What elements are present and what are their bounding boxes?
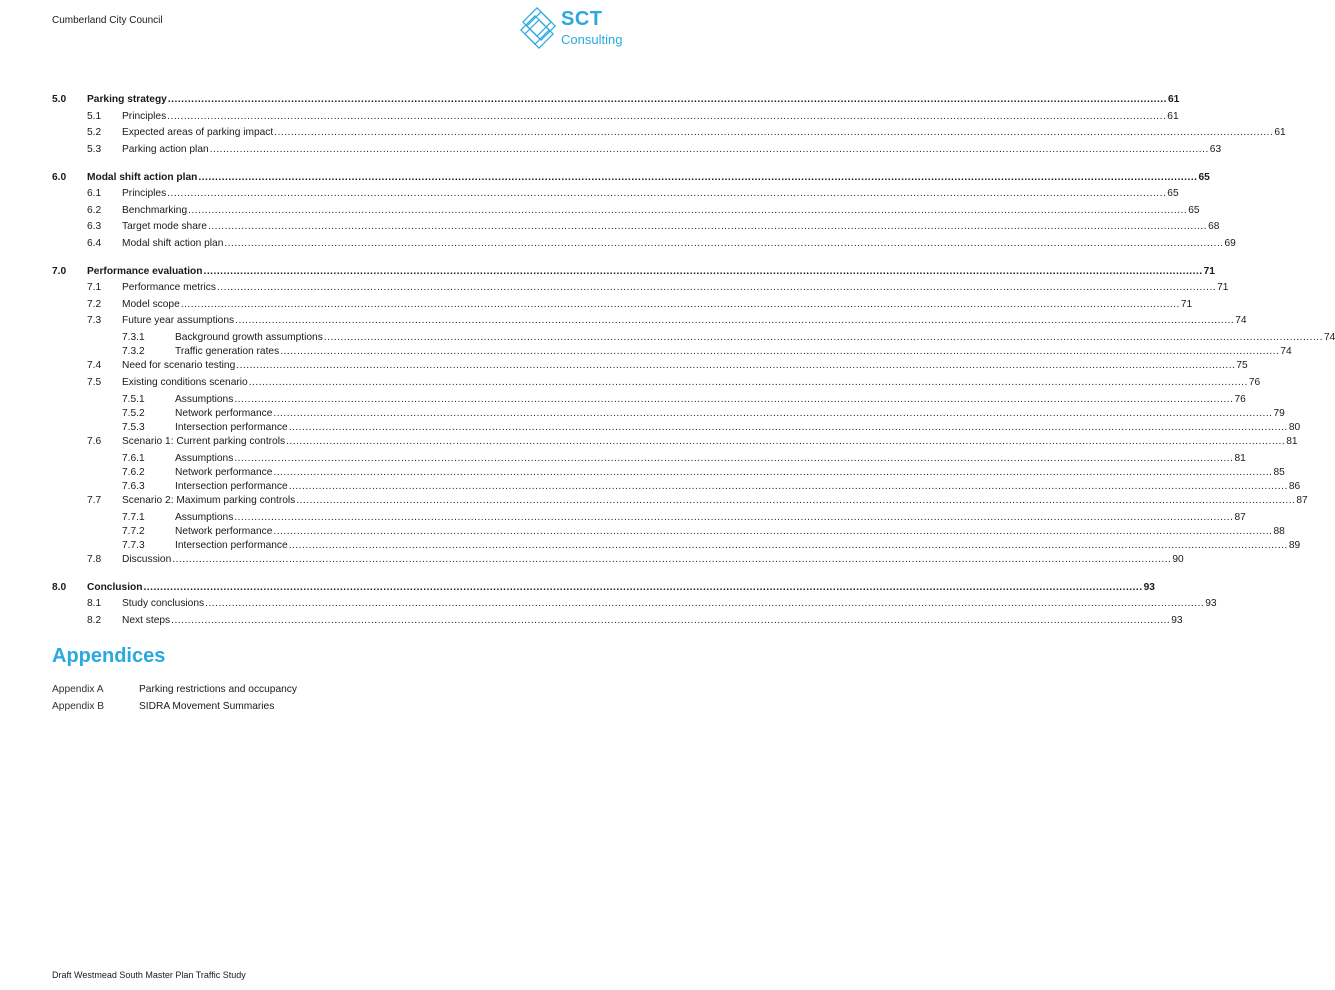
toc-entry-number: 5.1 — [87, 111, 102, 122]
toc-leader-dots: ............................................................................................................................................................................................................................................................................................................ — [288, 422, 1288, 433]
toc-leader-dots: ............................................................................................................................................................................................................................................................................................................ — [296, 495, 1296, 506]
toc-entry-number: 7.3.1 — [122, 332, 145, 343]
toc-entry-title: Modal shift action plan — [122, 238, 224, 249]
toc-entry-title: Network performance — [175, 408, 273, 419]
toc-leader-dots: ............................................................................................................................................................................................................................................................................................................ — [236, 360, 1236, 371]
toc-leader-dots: ............................................................................................................................................................................................................................................................................................................ — [167, 94, 1167, 105]
toc-leader-dots: ............................................................................................................................................................................................................................................................................................................ — [198, 172, 1198, 183]
toc-entry-number: 7.7 — [87, 495, 102, 506]
toc-entry-number: 7.0 — [52, 266, 67, 277]
toc-entry[interactable] — [52, 465, 1285, 478]
toc-entry-title: Scenario 2: Maximum parking controls — [122, 495, 296, 506]
toc-entry-page: 87 — [1234, 512, 1246, 523]
toc-entry-number: 7.7.1 — [122, 512, 145, 523]
toc-entry[interactable] — [52, 219, 1220, 232]
toc-entry[interactable] — [52, 434, 1298, 447]
toc-entry-page: 68 — [1208, 221, 1220, 232]
toc-entry-number: 6.1 — [87, 188, 102, 199]
toc-entry[interactable] — [52, 92, 1180, 105]
toc-leader-dots: ............................................................................................................................................................................................................................................................................................................ — [172, 554, 1172, 565]
company-logo — [517, 6, 647, 54]
toc-entry-number: 7.6 — [87, 436, 102, 447]
toc-entry[interactable] — [52, 297, 1193, 310]
toc-leader-dots: ............................................................................................................................................................................................................................................................................................................ — [273, 408, 1273, 419]
toc-entry-title: Performance evaluation — [87, 266, 203, 277]
toc-entry[interactable] — [52, 109, 1179, 122]
toc-entry-title: Performance metrics — [122, 282, 216, 293]
toc-entry-number: 8.2 — [87, 615, 102, 626]
toc-entry-title: Principles — [122, 188, 167, 199]
toc-entry[interactable] — [52, 170, 1210, 183]
toc-leader-dots: ............................................................................................................................................................................................................................................................................................................ — [143, 582, 1143, 593]
toc-entry-number: 6.4 — [87, 238, 102, 249]
toc-entry-page: 81 — [1286, 436, 1298, 447]
toc-entry-number: 7.3 — [87, 315, 102, 326]
toc-entry-number: 6.3 — [87, 221, 102, 232]
toc-entry-page: 93 — [1171, 615, 1183, 626]
toc-entry-page: 81 — [1234, 453, 1246, 464]
toc-leader-dots: ............................................................................................................................................................................................................................................................................................................ — [234, 394, 1234, 405]
toc-entry-title: Existing conditions scenario — [122, 377, 248, 388]
toc-entry[interactable] — [52, 203, 1200, 216]
toc-leader-dots: ............................................................................................................................................................................................................................................................................................................ — [288, 540, 1288, 551]
toc-leader-dots: ............................................................................................................................................................................................................................................................................................................ — [171, 615, 1171, 626]
toc-entry-number: 7.3.2 — [122, 346, 145, 357]
toc-leader-dots: ............................................................................................................................................................................................................................................................................................................ — [209, 144, 1209, 155]
toc-entry-title: Study conclusions — [122, 598, 205, 609]
toc-entry-title: Traffic generation rates — [175, 346, 280, 357]
toc-entry-number: 7.6.1 — [122, 453, 145, 464]
toc-entry-number: 7.4 — [87, 360, 102, 371]
toc-entry[interactable] — [52, 510, 1246, 523]
logo-diamond-icon — [517, 8, 561, 52]
toc-entry-page: 61 — [1167, 94, 1180, 105]
toc-entry-title: Intersection performance — [175, 481, 288, 492]
toc-entry[interactable] — [52, 479, 1301, 492]
toc-entry-page: 93 — [1205, 598, 1217, 609]
toc-entry[interactable] — [52, 280, 1229, 293]
toc-leader-dots: ............................................................................................................................................................................................................................................................................................................ — [167, 111, 1167, 122]
toc-leader-dots: ............................................................................................................................................................................................................................................................................................................ — [273, 526, 1273, 537]
toc-entry-title: Assumptions — [175, 453, 234, 464]
toc-entry[interactable] — [52, 524, 1285, 537]
toc-entry-title: Parking strategy — [87, 94, 167, 105]
toc-entry-number: 7.6.2 — [122, 467, 145, 478]
toc-leader-dots: ............................................................................................................................................................................................................................................................................................................ — [234, 512, 1234, 523]
toc-entry-number: 7.1 — [87, 282, 102, 293]
toc-leader-dots: ............................................................................................................................................................................................................................................................................................................ — [224, 238, 1224, 249]
toc-entry[interactable] — [52, 358, 1248, 371]
toc-entry-page: 93 — [1143, 582, 1155, 593]
toc-entry[interactable] — [52, 580, 1155, 593]
toc-entry-title: Assumptions — [175, 512, 234, 523]
toc-entry-page: 80 — [1288, 422, 1301, 433]
toc-entry-title: Scenario 1: Current parking controls — [122, 436, 286, 447]
toc-entry[interactable] — [52, 552, 1184, 565]
appendix-label: Appendix B — [52, 701, 105, 712]
toc-entry-page: 69 — [1224, 238, 1236, 249]
appendices-heading: Appendices — [52, 645, 166, 667]
toc-leader-dots: ............................................................................................................................................................................................................................................................................................................ — [248, 377, 1248, 388]
toc-entry-page: 65 — [1188, 205, 1200, 216]
toc-entry-number: 7.7.2 — [122, 526, 145, 537]
toc-entry-number: 7.6.3 — [122, 481, 145, 492]
toc-leader-dots: ............................................................................................................................................................................................................................................................................................................ — [323, 332, 1323, 343]
toc-leader-dots: ............................................................................................................................................................................................................................................................................................................ — [188, 205, 1188, 216]
toc-entry[interactable] — [52, 313, 1247, 326]
toc-entry[interactable] — [52, 375, 1261, 388]
toc-entry-title: Parking action plan — [122, 144, 209, 155]
toc-entry-page: 75 — [1236, 360, 1248, 371]
toc-entry-number: 7.7.3 — [122, 540, 145, 551]
toc-entry-title: Background growth assumptions — [175, 332, 323, 343]
appendix-description: Parking restrictions and occupancy — [139, 684, 297, 695]
toc-entry[interactable] — [52, 264, 1215, 277]
toc-entry-page: 71 — [1203, 266, 1215, 277]
toc-entry-title: Network performance — [175, 467, 273, 478]
toc-entry[interactable] — [52, 538, 1301, 551]
toc-entry-number: 5.3 — [87, 144, 102, 155]
toc-entry-title: Expected areas of parking impact — [122, 127, 274, 138]
toc-entry-page: 74 — [1323, 332, 1335, 343]
toc-entry-title: Future year assumptions — [122, 315, 235, 326]
toc-entry-page: 79 — [1273, 408, 1285, 419]
toc-entry-page: 86 — [1288, 481, 1301, 492]
toc-entry-title: Benchmarking — [122, 205, 188, 216]
toc-entry-page: 74 — [1235, 315, 1247, 326]
toc-entry-page: 65 — [1198, 172, 1210, 183]
toc-leader-dots: ............................................................................................................................................................................................................................................................................................................ — [205, 598, 1205, 609]
toc-entry[interactable] — [52, 613, 1183, 626]
toc-leader-dots: ............................................................................................................................................................................................................................................................................................................ — [274, 127, 1274, 138]
toc-entry-number: 5.0 — [52, 94, 67, 105]
toc-entry-page: 74 — [1280, 346, 1292, 357]
appendix-label: Appendix A — [52, 684, 104, 695]
toc-entry[interactable] — [52, 125, 1286, 138]
toc-leader-dots: ............................................................................................................................................................................................................................................................................................................ — [216, 282, 1217, 293]
toc-entry-page: 65 — [1167, 188, 1179, 199]
toc-entry-number: 7.5.3 — [122, 422, 145, 433]
toc-entry-number: 6.2 — [87, 205, 102, 216]
toc-leader-dots: ............................................................................................................................................................................................................................................................................................................ — [167, 188, 1167, 199]
toc-entry-number: 7.5.1 — [122, 394, 145, 405]
toc-entry-page: 61 — [1167, 111, 1179, 122]
toc-entry[interactable] — [52, 236, 1236, 249]
toc-entry[interactable] — [52, 392, 1246, 405]
toc-entry-title: Conclusion — [87, 582, 143, 593]
toc-entry[interactable] — [52, 420, 1301, 433]
toc-entry-title: Model scope — [122, 299, 180, 310]
toc-entry-page: 63 — [1209, 144, 1222, 155]
toc-entry-title: Discussion — [122, 554, 172, 565]
toc-entry-page: 76 — [1234, 394, 1246, 405]
toc-entry[interactable] — [52, 451, 1246, 464]
toc-entry[interactable] — [52, 142, 1222, 155]
toc-leader-dots: ............................................................................................................................................................................................................................................................................................................ — [234, 453, 1234, 464]
toc-entry[interactable] — [52, 493, 1308, 506]
toc-entry-title: Principles — [122, 111, 167, 122]
toc-entry-number: 8.1 — [87, 598, 102, 609]
toc-entry-title: Need for scenario testing — [122, 360, 236, 371]
toc-entry[interactable] — [52, 596, 1217, 609]
toc-entry[interactable] — [52, 344, 1292, 357]
toc-leader-dots: ............................................................................................................................................................................................................................................................................................................ — [180, 299, 1180, 310]
toc-entry-number: 5.2 — [87, 127, 102, 138]
toc-entry-page: 89 — [1288, 540, 1301, 551]
logo-text-primary: SCT — [561, 8, 603, 30]
toc-leader-dots: ............................................................................................................................................................................................................................................................................................................ — [280, 346, 1280, 357]
toc-entry-page: 71 — [1180, 299, 1193, 310]
toc-entry-number: 7.8 — [87, 554, 102, 565]
toc-entry-number: 6.0 — [52, 172, 67, 183]
header-organization: Cumberland City Council — [52, 15, 163, 26]
toc-entry-page: 85 — [1273, 467, 1285, 478]
toc-entry-number: 7.5 — [87, 377, 102, 388]
toc-entry-page: 71 — [1217, 282, 1229, 293]
toc-leader-dots: ............................................................................................................................................................................................................................................................................................................ — [235, 315, 1235, 326]
toc-entry-page: 87 — [1296, 495, 1308, 506]
toc-entry-title: Next steps — [122, 615, 171, 626]
toc-entry-title: Intersection performance — [175, 540, 288, 551]
toc-entry[interactable] — [52, 406, 1285, 419]
toc-entry-number: 7.5.2 — [122, 408, 145, 419]
toc-leader-dots: ............................................................................................................................................................................................................................................................................................................ — [286, 436, 1286, 447]
toc-leader-dots: ............................................................................................................................................................................................................................................................................................................ — [273, 467, 1273, 478]
toc-entry-page: 76 — [1248, 377, 1261, 388]
toc-entry-page: 88 — [1273, 526, 1285, 537]
toc-leader-dots: ............................................................................................................................................................................................................................................................................................................ — [203, 266, 1203, 277]
toc-entry-title: Intersection performance — [175, 422, 288, 433]
toc-entry-page: 90 — [1172, 554, 1184, 565]
toc-entry-number: 8.0 — [52, 582, 67, 593]
toc-leader-dots: ............................................................................................................................................................................................................................................................................................................ — [207, 221, 1208, 232]
toc-entry-page: 61 — [1274, 127, 1286, 138]
toc-entry-title: Target mode share — [122, 221, 207, 232]
toc-leader-dots: ............................................................................................................................................................................................................................................................................................................ — [288, 481, 1288, 492]
toc-entry-title: Network performance — [175, 526, 273, 537]
toc-entry-title: Modal shift action plan — [87, 172, 198, 183]
toc-entry[interactable] — [52, 330, 1335, 343]
footer-document-title: Draft Westmead South Master Plan Traffic Study — [52, 970, 246, 980]
toc-entry[interactable] — [52, 186, 1179, 199]
logo-text-secondary: Consulting — [561, 32, 623, 47]
toc-entry-title: Assumptions — [175, 394, 234, 405]
toc-entry-number: 7.2 — [87, 299, 102, 310]
appendix-description: SIDRA Movement Summaries — [139, 701, 275, 712]
